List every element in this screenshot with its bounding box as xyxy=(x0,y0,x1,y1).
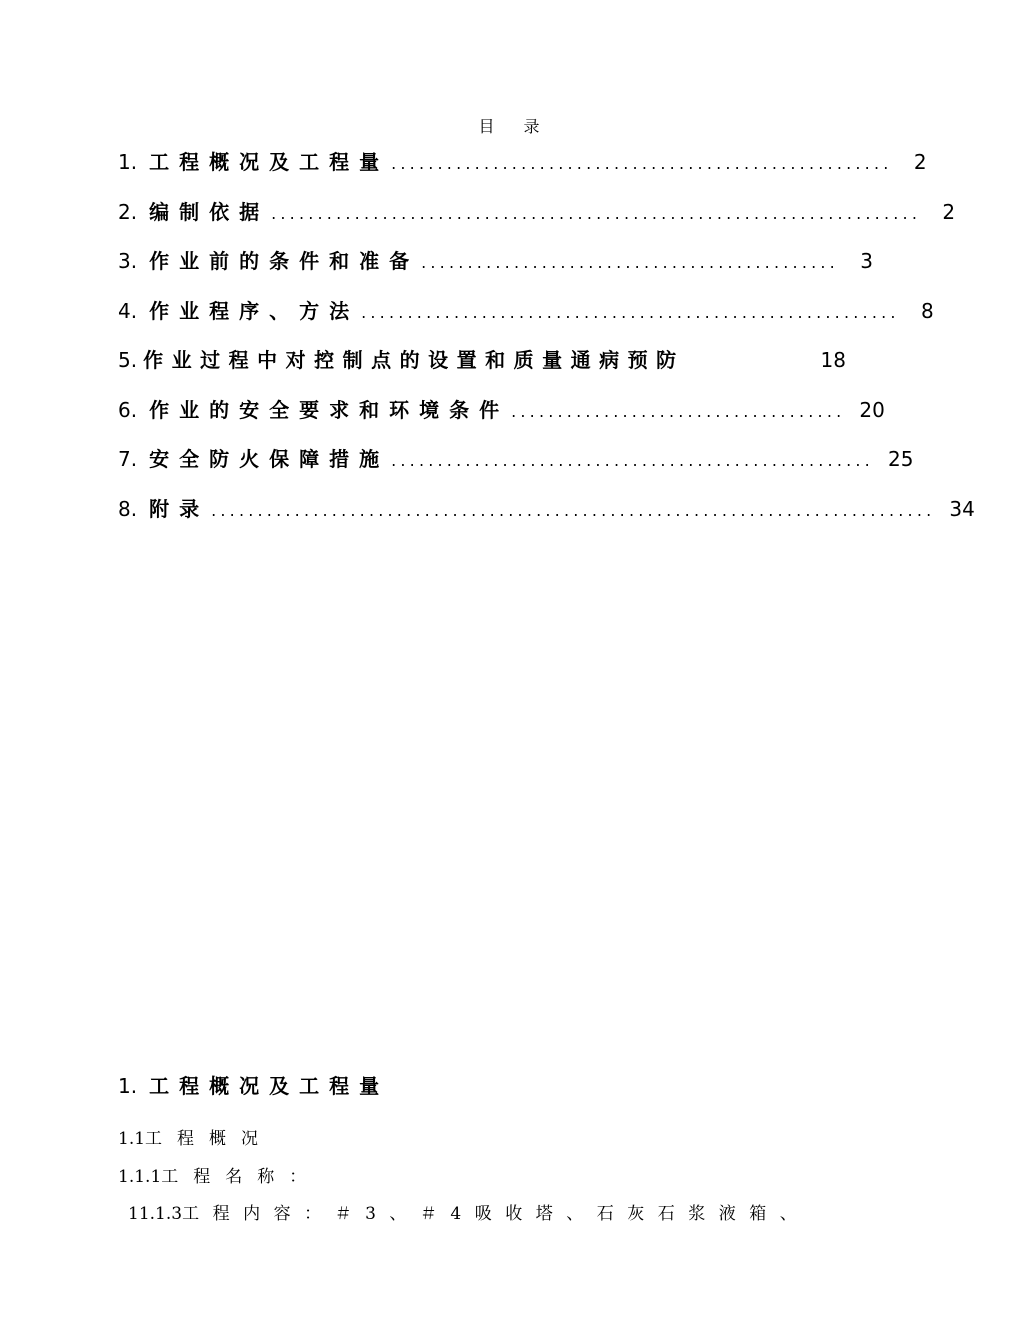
toc-dot-leader: .................................................... xyxy=(391,451,874,470)
toc-entry-number: 5. xyxy=(118,348,138,372)
toc-dot-leader: ...................................................................... xyxy=(271,204,922,223)
toc-entry-label: 安全防火保障措施 xyxy=(149,447,390,471)
section-title: 工程概况及工程量 xyxy=(149,1074,390,1098)
toc-dot-leader: .................................... xyxy=(511,402,846,421)
toc-title: 目 录 xyxy=(478,117,552,136)
toc-entry-5[interactable] xyxy=(118,344,846,374)
toc-entry-label: 作业前的条件和准备 xyxy=(149,249,420,273)
toc-entry-page: 8 xyxy=(920,299,934,323)
toc-entry-8[interactable] xyxy=(118,493,975,523)
toc-dot-leader: .......................................................... xyxy=(361,303,900,322)
subsection-number: 1.1 xyxy=(118,1129,146,1149)
item-number: 1.1.1 xyxy=(118,1167,162,1187)
project-name-line xyxy=(118,1162,321,1187)
subsection-heading xyxy=(118,1124,273,1149)
item-text: 工程名称： xyxy=(161,1167,322,1187)
toc-entry-number: 8. xyxy=(118,497,138,521)
toc-entry-number: 7. xyxy=(118,447,138,471)
toc-entry-3[interactable] xyxy=(118,245,873,275)
toc-entry-number: 3. xyxy=(118,249,138,273)
toc-dot-leader: ............................................. xyxy=(421,253,839,272)
toc-entry-label: 工程概况及工程量 xyxy=(149,150,390,174)
toc-entry-number: 6. xyxy=(118,398,138,422)
toc-entry-label: 作业过程中对控制点的设置和质量通病预防 xyxy=(143,348,685,372)
toc-entry-label: 作业的安全要求和环境条件 xyxy=(149,398,510,422)
item-number: 11.1.3 xyxy=(128,1204,183,1224)
toc-entry-page: 34 xyxy=(949,497,975,521)
toc-dot-leader: ...................................................... xyxy=(391,154,893,173)
toc-entry-page: 2 xyxy=(942,200,956,224)
toc-entry-number: 4. xyxy=(118,299,138,323)
toc-entry-label: 附录 xyxy=(149,497,210,521)
toc-entry-number: 1. xyxy=(118,150,138,174)
toc-entry-label: 作业程序、方法 xyxy=(149,299,360,323)
toc-entry-1[interactable] xyxy=(118,146,927,176)
item-text: 工程内容：＃3、＃4吸收塔、石灰石浆液箱、 xyxy=(182,1204,811,1224)
toc-entry-page: 2 xyxy=(913,150,927,174)
toc-entry-page: 20 xyxy=(859,398,885,422)
subsection-title: 工程概况 xyxy=(145,1129,274,1149)
toc-entry-4[interactable] xyxy=(118,295,934,325)
toc-entry-number: 2. xyxy=(118,200,138,224)
toc-entry-page: 3 xyxy=(860,249,873,273)
toc-entry-2[interactable] xyxy=(118,196,956,226)
section-number: 1. xyxy=(118,1074,138,1098)
toc-entry-label: 编制依据 xyxy=(149,200,270,224)
toc-entry-page: 25 xyxy=(887,447,914,471)
toc-entry-7[interactable] xyxy=(118,443,914,473)
project-content-line xyxy=(128,1199,810,1224)
toc-dot-leader: .............................................................................. xyxy=(211,501,936,520)
toc-entry-6[interactable] xyxy=(118,394,885,424)
toc-entry-page: 18 xyxy=(820,348,846,372)
section-heading xyxy=(118,1070,389,1099)
